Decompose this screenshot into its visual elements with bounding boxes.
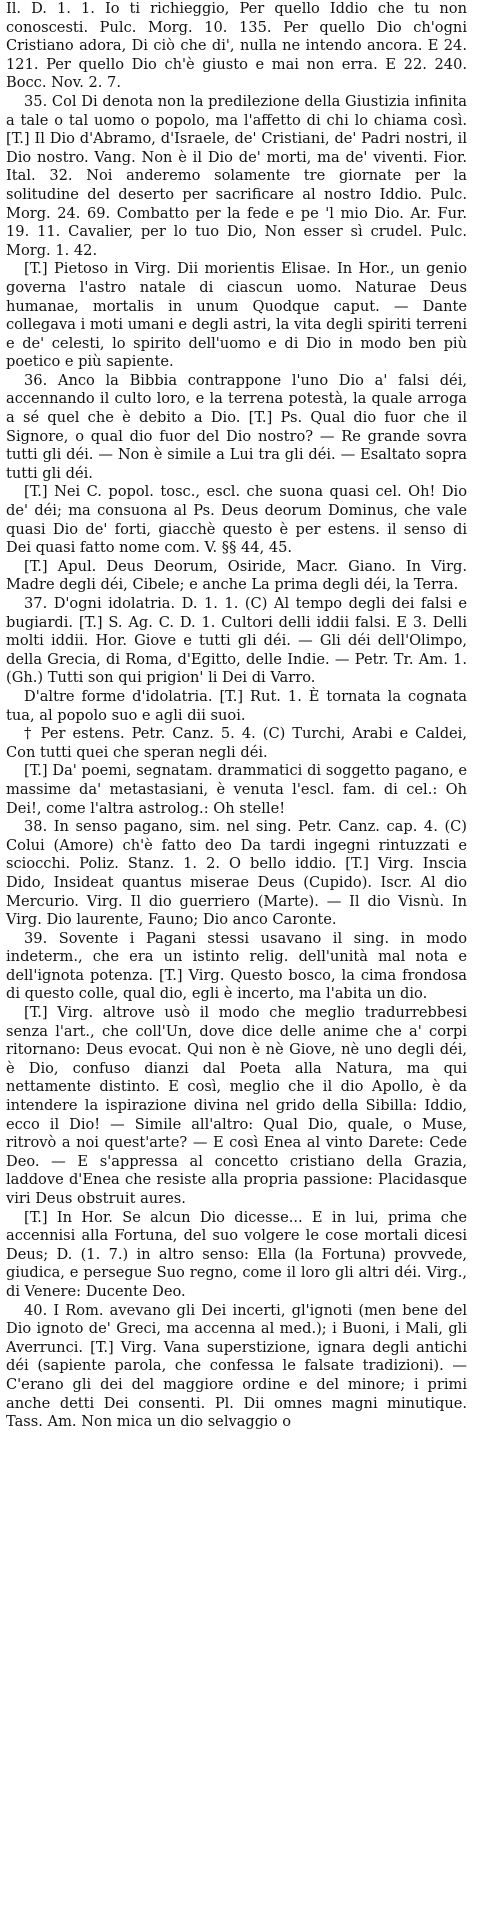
entry-38: 38. In senso pagano, sim. nel sing. Petr. Canz. cap. 4. (C) Colui (Amore) ch'è fatto deo Da tardi ingegni rintuzzati e sciocchi. Poliz. Stanz. 1. 2. O bello iddio. [T.] Virg. Inscia Dido, Insideat quantus miserae Deus (Cupido). Iscr. Al dio Mercurio. Virg. Il dio guerriero (Marte). — Il dio Visnù. In Virg. Dio laurente, Fauno; Dio anco Caronte. [6,818,467,929]
text-column [6,0,467,1432]
entry-37-note-a: D'altre forme d'idolatria. [T.] Rut. 1. È tornata la cognata tua, al popolo suo e agli dii suoi. [6,687,467,724]
entry-36-note-b: [T.] Apul. Deus Deorum, Osiride, Macr. Giano. In Virg. Madre degli déi, Cibele; e anche La prima degli déi, la Terra. [6,557,467,594]
entry-39-note-a: [T.] Virg. altrove usò il modo che meglio tradurrebbesi senza l'art., che coll'Un, dove dice delle anime che a' corpi ritornano: Deus evocat. Qui non è nè Giove, nè uno degli déi, è Dio, confuso dianzi dal Poeta alla Natura, ma qui nettamente distinto. E così, meglio che il dio Apollo, è da intendere la ispirazione divina nel grido della Sibilla: Iddio, ecco il Dio! — Simile all'altro: Qual Dio, quale, o Muse, ritrovò a noi quest'arte? — E così Enea al vinto Darete: Cede Deo. — E s'appressa al concetto cristiano della Grazia, laddove d'Enea che resiste alla propria passione: Placidasque viri Deus obstruit aures. [6,1004,467,1207]
entry-36: 36. Anco la Bibbia contrappone l'uno Dio a' falsi déi, accennando il culto loro, e la terrena potestà, la quale arroga a sé quel che è debito a Dio. [T.] Ps. Qual dio fuor che il Signore, o qual dio fuor del Dio nostro? — Re grande sovra tutti gli déi. — Non è simile a Lui tra gli déi. — Esaltato sopra tutti gli déi. [6,371,467,482]
entry-40: 40. I Rom. avevano gli Dei incerti, gl'ignoti (men bene del Dio ignoto de' Greci, ma accenna al med.); i Buoni, i Mali, gli Averrunci. [T.] Virg. Vana superstizione, ignara degli antichi déi (sapiente parola, che confessa le falsate tradizioni). — C'erano gli dei del maggiore ordine e del minore; i primi anche detti Dei consenti. Pl. Dii omnes magni minutique. Tass. Am. Non mica un dio selvaggio o [6,1301,467,1431]
entry-37: 37. D'ogni idolatria. D. 1. 1. (C) Al tempo degli dei falsi e bugiardi. [T.] S. Ag. C. D. 1. Cultori delli iddii falsi. E 3. Delli molti iddii. Hor. Giove e tutti gli déi. — Gli déi dell'Olimpo, della Grecia, di Roma, d'Egitto, delle Indie. — Petr. Tr. Am. 1. (Gh.) Tutti son qui prigion' li Dei di Varro. [6,595,467,687]
entry-39: 39. Sovente i Pagani stessi usavano il sing. in modo indeterm., che era un istinto relig. dell'unità mal nota e dell'ignota potenza. [T.] Virg. Questo bosco, la cima frondosa di questo colle, qual dio, egli è incerto, ma l'abita un dio. [6,929,467,1003]
entry-37-note-c: [T.] Da' poemi, segnatam. drammatici di soggetto pagano, e massime da' metastasiani, è venuta l'escl. fam. di cel.: Oh Dei!, come l'altra astrolog.: Oh stelle! [6,762,467,817]
entry-37-note-b: † Per estens. Petr. Canz. 5. 4. (C) Turchi, Arabi e Caldei, Con tutti quei che speran negli déi. [6,725,467,761]
entry-35-note: [T.] Pietoso in Virg. Dii morientis Elisae. In Hor., un genio governa l'astro natale di ciascun uomo. Naturae Deus humanae, mortalis in unum Quodque caput. — Dante collegava i moti umani e degli astri, la vita degli spiriti terreni e de' celesti, lo spirito dell'uomo e di Dio in modo ben più poetico e più sapiente. [6,260,467,371]
entry-36-note-a: [T.] Nei C. popol. tosc., escl. che suona quasi cel. Oh! Dio de' déi; ma consuona al Ps. Deus deorum Dominus, che vale quasi Dio de' forti, giacchè questo è per estens. il senso di Dei quasi fatto nome com. V. §§ 44, 45. [6,483,467,557]
entry-continuation: Il. D. 1. 1. Io ti richieggio, Per quello Iddio che tu non conoscesti. Pulc. Morg. 10. 135. Per quello Dio ch'ogni Cristiano adora, Di ciò che di', nulla ne intendo ancora. E 24. 121. Per quello Dio ch'è giusto e mai non erra. E 22. 240. Bocc. Nov. 2. 7. [6,0,467,92]
entry-39-note-b: [T.] In Hor. Se alcun Dio dicesse... E in lui, prima che accennisi alla Fortuna, del suo volgere le cose mortali dicesi Deus; D. (1. 7.) in altro senso: Ella (la Fortuna) provvede, giudica, e persegue Suo regno, come il loro gli altri déi. Virg., di Venere: Ducente Deo. [6,1208,467,1300]
entry-35: 35. Col Di denota non la predilezione della Giustizia infinita a tale o tal uomo o popolo, ma l'affetto di chi lo chiama così. [T.] Il Dio d'Abramo, d'Israele, de' Cristiani, de' Padri nostri, il Dio nostro. Vang. Non è il Dio de' morti, ma de' viventi. Fior. Ital. 32. Noi anderemo solamente tre giornate per la solitudine del deserto per sacrificare al nostro Iddio. Pulc. Morg. 24. 69. Combatto per la fede e pe 'l mio Dio. Ar. Fur. 19. 11. Cavalier, per lo tuo Dio, Non esser sì crudel. Pulc. Morg. 1. 42. [6,92,467,259]
